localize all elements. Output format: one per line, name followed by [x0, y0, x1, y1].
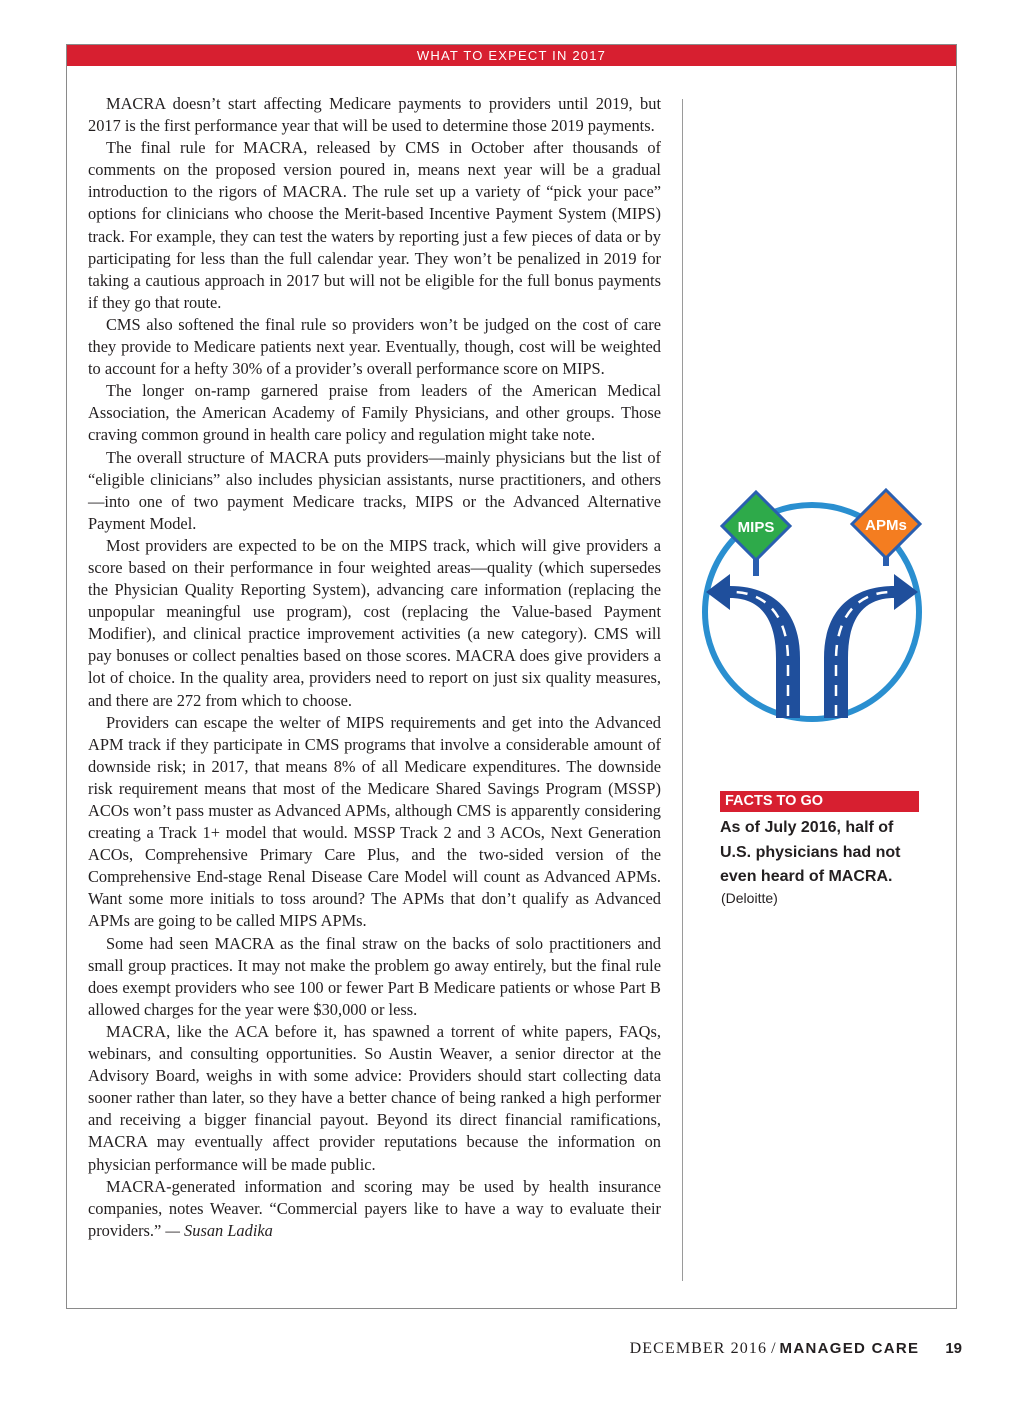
apms-sign-label: APMs	[865, 517, 907, 534]
article-paragraph: The longer on-ramp garnered praise from leaders of the American Medical Association, the American Academy of Family Physicians, and other groups. Those craving common ground in health care policy and regulation might take note.	[88, 381, 661, 445]
footer-separator: /	[767, 1340, 780, 1357]
article-paragraph: The overall structure of MACRA puts providers—mainly physicians but the list of “eligible clinicians” also includes physician assistants, nurse practitioners, and others—into one of two payment Medicare tracks, MIPS or the Advanced Alternative Payment Model.	[88, 447, 661, 533]
article-paragraph: CMS also softened the final rule so providers won’t be judged on the cost of care they provide to Medicare patients next year. Eventually, though, cost will be weighted to account for a hefty 30% of a provider’s overall performance score on MIPS.	[88, 314, 661, 379]
article-last-paragraph	[88, 1176, 661, 1242]
page-number: 19	[945, 1340, 962, 1357]
facts-source: (Deloitte)	[721, 890, 778, 906]
section-header: WHAT TO EXPECT IN 2017	[67, 45, 956, 66]
left-road	[706, 574, 800, 718]
mips-sign	[722, 492, 790, 560]
footer-magazine: MANAGED CARE	[779, 1340, 920, 1357]
article-paragraph: MACRA, like the ACA before it, has spawned a torrent of white papers, FAQs, webinars, and consulting opportunities. So Austin Weaver, a senior director at the Advisory Board, weighs in with some advice: Providers should start collecting data sooner rather than later, so they have a better chance of being ranked a high performer and receiving a bigger financial payout. Beyond its direct financial ramifications, MACRA may eventually affect provider reputations because the information on physician performance will be made public.	[88, 1021, 661, 1174]
article-paragraph: The final rule for MACRA, released by CMS in October after thousands of comments on the proposed version poured in, means next year will be a gradual introduction to the rigors of MACRA. The rule set up a variety of “pick your pace” options for clinicians who choose the Merit-based Incentive Payment System (MIPS) track. For example, they can test the waters by reporting just a few pieces of data or by participating for less than the full calendar year. They won’t be penalized in 2019 for taking a cautious approach in 2017 but will not be eligible for the full bonus payments if they go that route.	[88, 138, 661, 312]
article-paragraph: Some had seen MACRA as the final straw on the backs of solo practitioners and small group practices. It may not make the problem go away entirely, but the final rule does exempt providers who see 100 or fewer Part B Medicare patients or whose Part B allowed charges for the year were $30,000 or less.	[88, 933, 661, 1019]
article-paragraph: MACRA doesn’t start affecting Medicare payments to providers until 2019, but 2017 is the first performance year that will be used to determine those 2019 payments.	[88, 94, 661, 136]
footer-month: DECEMBER 2016	[629, 1340, 768, 1357]
road-fork-illustration	[700, 488, 935, 758]
apms-sign	[852, 490, 920, 558]
byline: — Susan Ladika	[165, 1220, 273, 1240]
last-paragraph-text: MACRA-generated information and scoring may be used by health insurance companies, notes Weaver. “Commercial payers like to have a way to evaluate their providers.”	[88, 1176, 661, 1240]
facts-text: As of July 2016, half of U.S. physicians had not even heard of MACRA.	[720, 819, 901, 885]
article-paragraph: Most providers are expected to be on the MIPS track, which will give providers a score based on their performance in four weighted areas—quality (which supersedes the Physician Quality Reporting System), advancing care information (replacing the unpopular meaningful use program), cost (replacing the Value-based Payment Modifier), and clinical practice improvement activities (a new category). CMS will pay bonuses or collect penalties based on those scores. MACRA does give providers a lot of choice. In the quality area, providers need to report on just six quality measures, and there are 272 from which to choose.	[88, 535, 661, 710]
mips-sign-label: MIPS	[737, 519, 775, 536]
column-divider	[682, 99, 683, 1281]
article-paragraph: Providers can escape the welter of MIPS requirements and get into the Advanced APM track if they participate in CMS programs that involve a considerable amount of downside risk; in 2017, that means 8% of all Medicare expenditures. The downside risk requirement means that most of the Medicare Shared Savings Program (MSSP) ACOs won’t pass muster as Advanced APMs, although CMS is apparently considering creating a Track 1+ model that would. MSSP Track 2 and 3 ACOs, Next Generation ACOs, Comprehensive Primary Care Plus, and the two-sided version of the Comprehensive End-stage Renal Disease Care Model will count as Advanced APMs. Want some more initials to toss around? The APMs that don’t qualify as Advanced APMs are going to be called MIPS APMs.	[88, 712, 661, 931]
facts-heading: FACTS TO GO	[720, 791, 919, 812]
right-road	[824, 574, 918, 718]
article-body	[88, 93, 661, 1242]
page-footer	[630, 1340, 962, 1358]
